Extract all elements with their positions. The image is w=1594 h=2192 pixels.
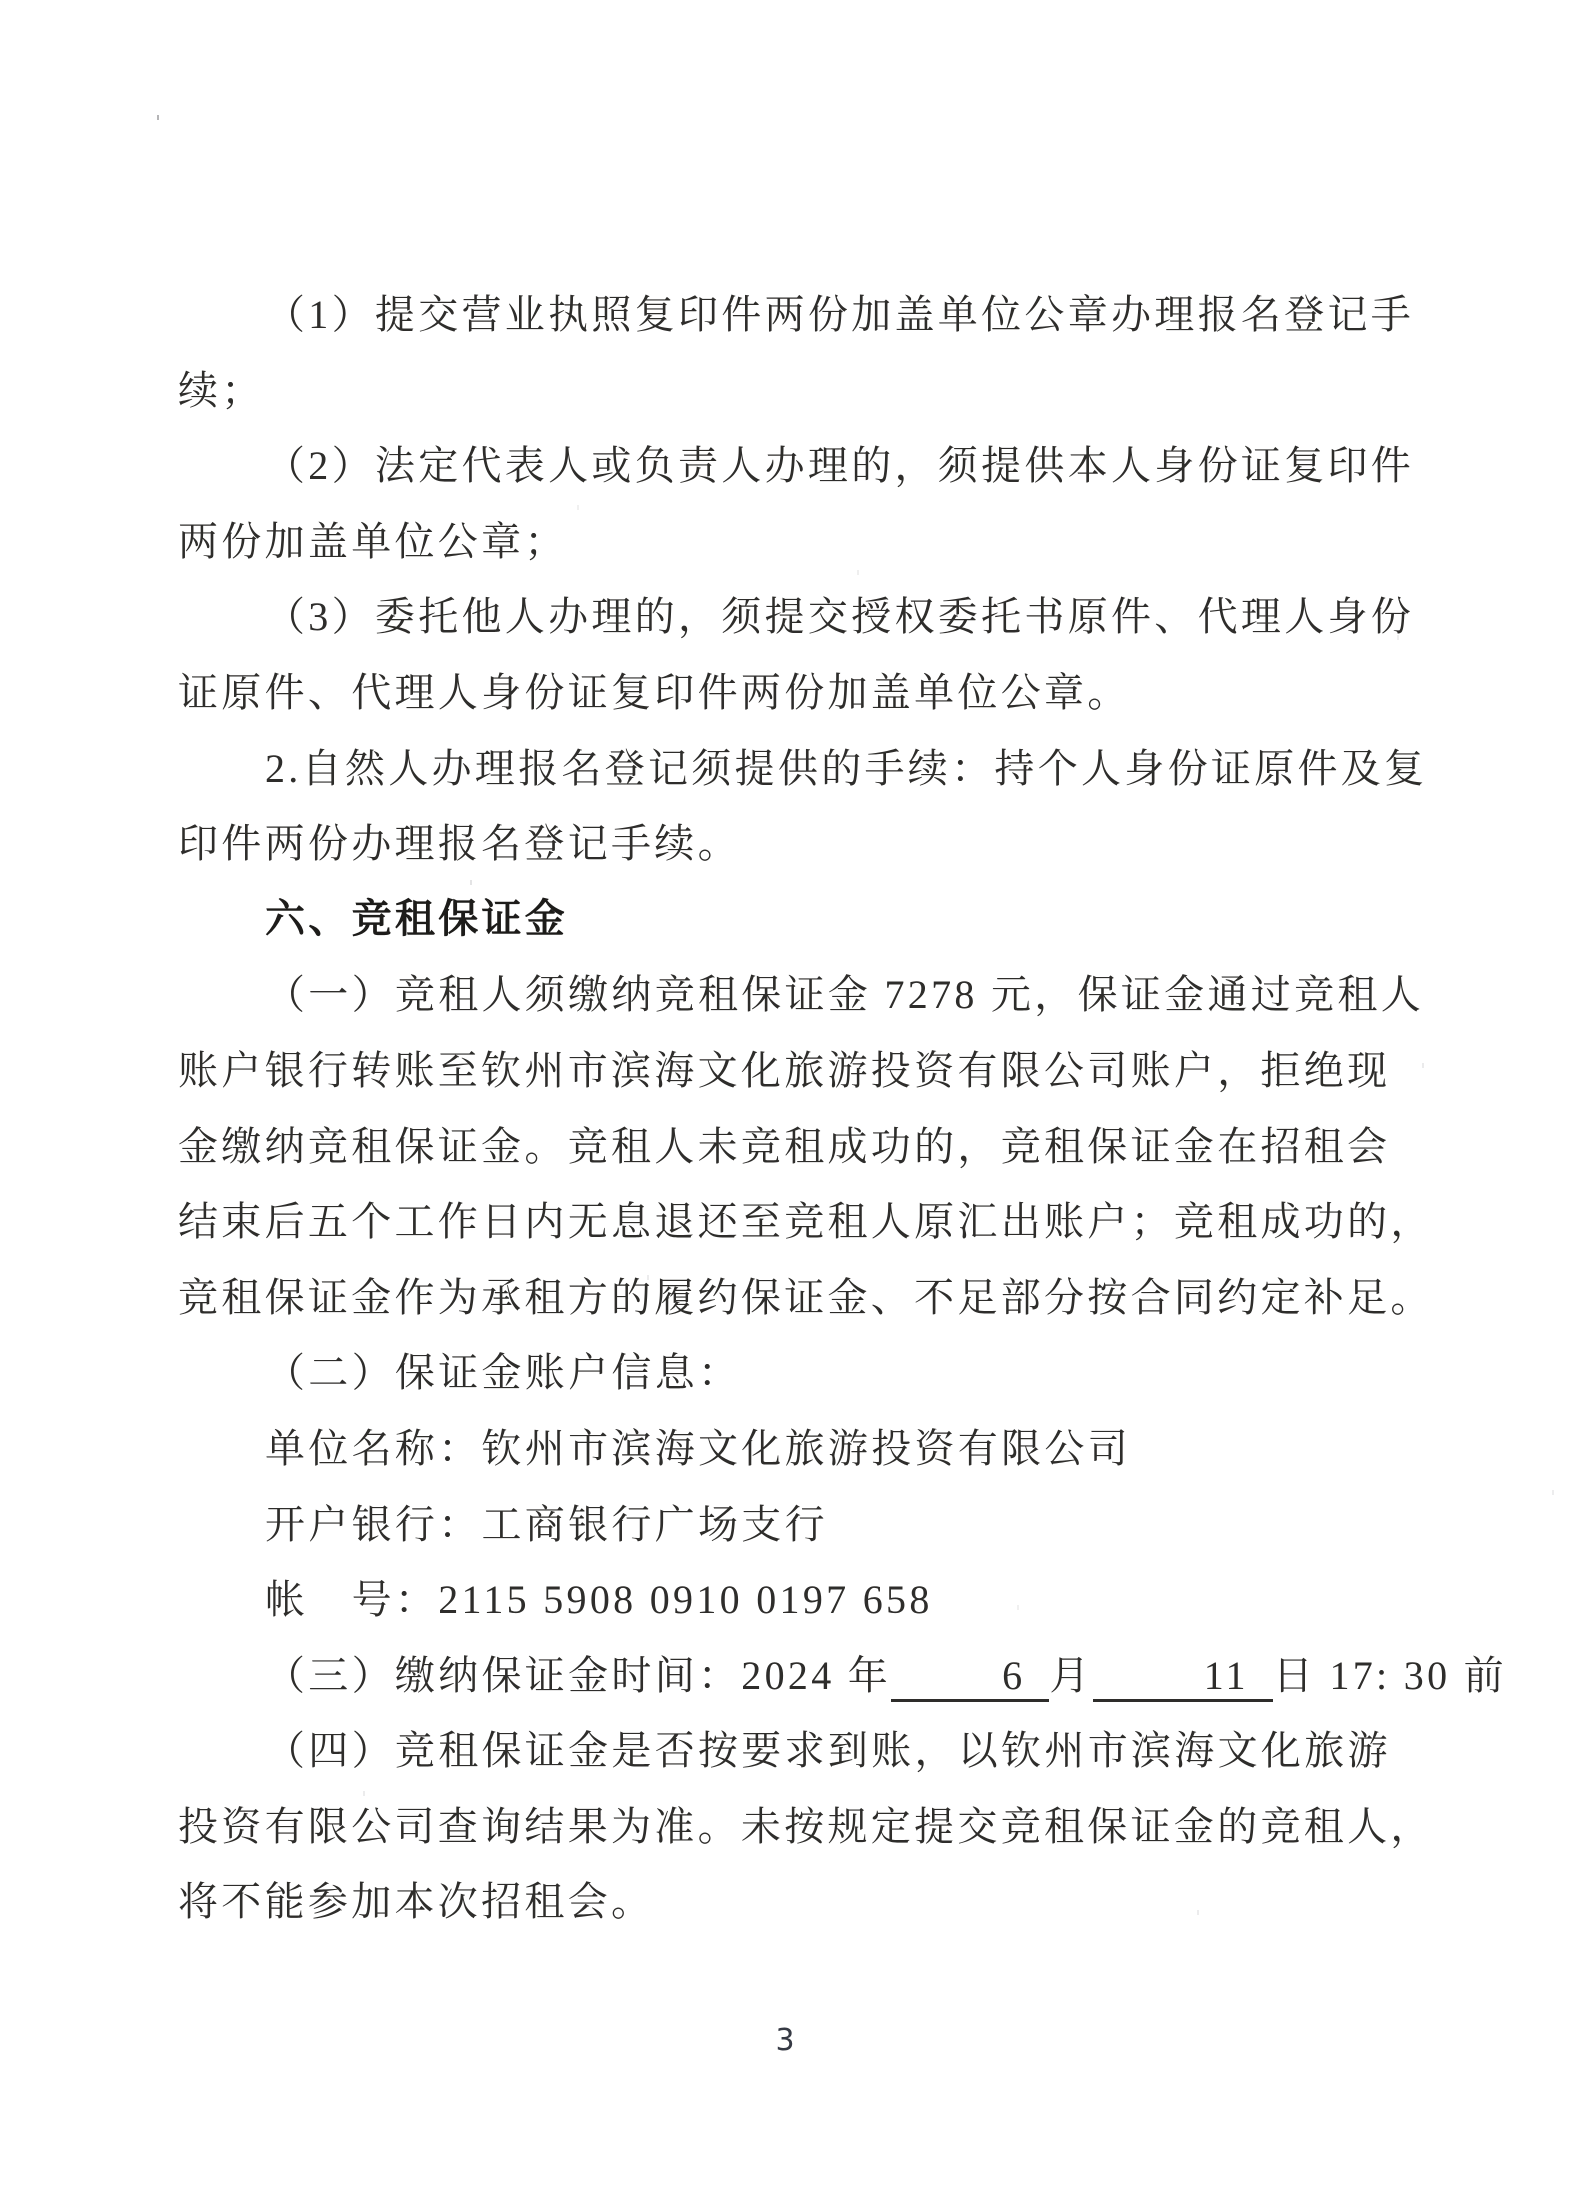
paragraph-line-legal-representative: （2）法定代表人或负责人办理的，须提供本人身份证复印件 xyxy=(265,443,1415,489)
document-body-text xyxy=(178,277,1507,1940)
paragraph-line-continuation: 证原件、代理人身份证复印件两份加盖单位公章。 xyxy=(178,669,1131,715)
paragraph-line-continuation: 将不能参加本次招租会。 xyxy=(178,1879,655,1925)
paragraph-line-continuation: 账户银行转账至钦州市滨海文化旅游投资有限公司账户，拒绝现 xyxy=(178,1047,1391,1093)
paragraph-line-bank-name: 开户银行：工商银行广场支行 xyxy=(265,1501,828,1547)
paragraph-line-deposit-amount: （一）竞租人须缴纳竞租保证金 7278 元，保证金通过竞租人 xyxy=(265,972,1424,1018)
paragraph-line-account-info-heading: （二）保证金账户信息： xyxy=(265,1350,742,1396)
paragraph-line-continuation: 投资有限公司查询结果为准。未按规定提交竞租保证金的竞租人， xyxy=(178,1803,1434,1849)
paragraph-line-company-name: 单位名称：钦州市滨海文化旅游投资有限公司 xyxy=(265,1425,1131,1471)
deadline-day-label: 日 17: 30 前 xyxy=(1272,1652,1507,1698)
paragraph-line-submit-license: （1）提交营业执照复印件两份加盖单位公章办理报名登记手 xyxy=(265,292,1415,337)
page-number: 3 xyxy=(775,2023,795,2058)
paragraph-line-deposit-deadline xyxy=(178,1638,1507,1714)
paragraph-line-continuation: 金缴纳竞租保证金。竞租人未竞租成功的，竞租保证金在招租会 xyxy=(178,1123,1391,1169)
paragraph-line-deposit-verification: （四）竞租保证金是否按要求到账，以钦州市滨海文化旅游 xyxy=(265,1728,1391,1774)
scan-noise-speckles xyxy=(157,115,159,120)
paragraph-line-continuation: 竞租保证金作为承租方的履约保证金、不足部分按合同约定补足。 xyxy=(178,1274,1434,1320)
paragraph-line-continuation: 印件两份办理报名登记手续。 xyxy=(178,821,741,867)
paragraph-line-natural-person: 2.自然人办理报名登记须提供的手续：持个人身份证原件及复 xyxy=(265,745,1428,791)
section-heading-bid-deposit: 六、竞租保证金 xyxy=(265,896,569,941)
paragraph-line-continuation: 结束后五个工作日内无息退还至竞租人原汇出账户；竞租成功的， xyxy=(178,1199,1434,1245)
deadline-prefix-text: （三）缴纳保证金时间：2024 年 xyxy=(265,1652,892,1698)
deadline-month-label: 月 xyxy=(1049,1652,1093,1698)
deadline-month-underlined: 6 xyxy=(891,1653,1049,1702)
deadline-day-underlined: 11 xyxy=(1093,1653,1273,1702)
paragraph-line-continuation: 续； xyxy=(178,367,265,413)
paragraph-line-continuation: 两份加盖单位公章； xyxy=(178,518,568,564)
paragraph-line-entrusted-agent: （3）委托他人办理的，须提交授权委托书原件、代理人身份 xyxy=(265,594,1415,640)
paragraph-line-account-number: 帐 号：2115 5908 0910 0197 658 xyxy=(265,1577,933,1623)
